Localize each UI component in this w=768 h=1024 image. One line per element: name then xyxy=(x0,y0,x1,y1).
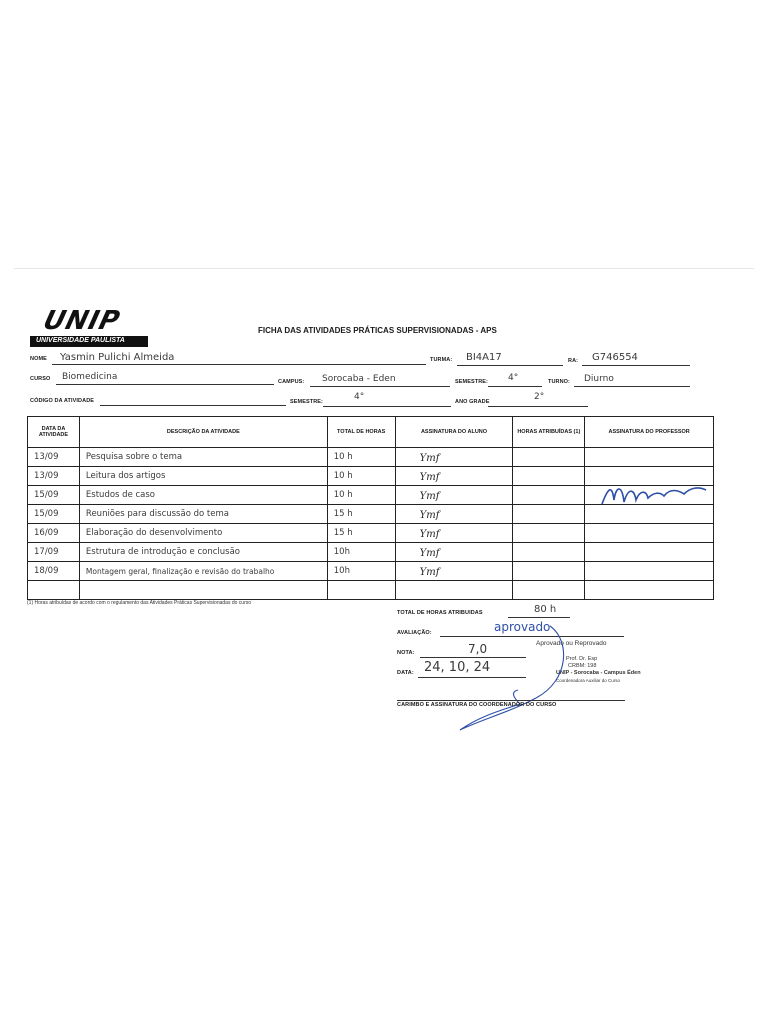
student-signature: Ymf xyxy=(395,524,513,543)
form-title: FICHA DAS ATIVIDADES PRÁTICAS SUPERVISIONADAS - APS xyxy=(258,326,497,335)
row-date: 18/09 xyxy=(28,562,80,581)
turno-label: TURNO: xyxy=(548,379,570,385)
nota-label: NOTA: xyxy=(397,650,415,656)
stamp-line2: CRBM: 198 xyxy=(568,663,597,669)
avaliacao-hint: Aprovado ou Reprovado xyxy=(536,640,607,647)
total-horas-value: 80 h xyxy=(534,604,557,615)
row-description: Leitura dos artigos xyxy=(79,467,327,486)
row-date: 16/09 xyxy=(28,524,80,543)
total-horas-label: TOTAL DE HORAS ATRIBUIDAS xyxy=(397,610,483,616)
row-assigned-hours xyxy=(513,562,585,581)
ano-grade-value: 2° xyxy=(534,392,545,402)
row-hours: 10 h xyxy=(327,448,395,467)
row-assigned-hours xyxy=(513,543,585,562)
header-professor: ASSINATURA DO PROFESSOR xyxy=(585,417,714,448)
row-professor-cell xyxy=(585,562,714,581)
footnote: (1) Horas atribuídas de acordo com o regulamento das Atividades Práticas Supervisionadas do curso xyxy=(27,600,252,606)
codigo-line xyxy=(100,405,286,406)
curso-line xyxy=(56,384,274,385)
table-row xyxy=(28,562,714,581)
row-assigned-hours xyxy=(513,505,585,524)
semestre2-line xyxy=(323,406,451,407)
table-row xyxy=(28,448,714,467)
total-horas-line xyxy=(508,617,570,618)
stamp-line4: Coordenadora Auxiliar do Curso xyxy=(556,678,621,683)
row-date: 13/09 xyxy=(28,467,80,486)
logo-sub-text: UNIVERSIDADE PAULISTA xyxy=(36,337,125,344)
row-hours: 10 h xyxy=(327,486,395,505)
ano-grade-label: ANO GRADE xyxy=(455,399,490,405)
data-value: 24, 10, 24 xyxy=(424,660,491,675)
row-hours: 10h xyxy=(327,562,395,581)
campus-line xyxy=(310,386,450,387)
turno-value: Diurno xyxy=(584,374,614,384)
row-date: 17/09 xyxy=(28,543,80,562)
row-assigned-hours xyxy=(513,524,585,543)
row-description: Estudos de caso xyxy=(79,486,327,505)
row-date: 13/09 xyxy=(28,448,80,467)
student-signature: Ymf xyxy=(395,448,513,467)
table-header-row xyxy=(28,417,714,448)
row-hours: 10h xyxy=(327,543,395,562)
row-professor-cell xyxy=(585,448,714,467)
carimbo-line xyxy=(397,700,625,701)
turma-label: TURMA: xyxy=(430,357,453,363)
avaliacao-value: aprovado xyxy=(494,620,551,634)
student-signature: Ymf xyxy=(395,467,513,486)
campus-value: Sorocaba - Eden xyxy=(322,374,396,384)
professor-signature xyxy=(598,478,710,512)
unip-logo xyxy=(30,306,148,348)
student-signature: Ymf xyxy=(395,562,513,581)
header-data: DATA DA ATIVIDADE xyxy=(28,417,80,448)
row-assigned-hours xyxy=(513,448,585,467)
semestre2-value: 4° xyxy=(354,392,365,402)
ra-value: G746554 xyxy=(592,352,638,363)
row-description: Pesquisa sobre o tema xyxy=(79,448,327,467)
row-description: Montagem geral, finalização e revisão do trabalho xyxy=(79,562,327,581)
curso-label: CURSO xyxy=(30,376,51,382)
turma-line xyxy=(457,365,563,366)
nota-value: 7,0 xyxy=(468,642,488,656)
row-hours: 15 h xyxy=(327,505,395,524)
curso-value: Biomedicina xyxy=(62,372,118,382)
carimbo-label: CARIMBO E ASSINATURA DO COORDENADOR DO CURSO xyxy=(397,702,557,708)
header-descricao: DESCRIÇÃO DA ATIVIDADE xyxy=(79,417,327,448)
nome-label: NOME xyxy=(30,356,47,362)
semestre-line xyxy=(488,386,542,387)
header-aluno: ASSINATURA DO ALUNO xyxy=(395,417,513,448)
nome-value: Yasmin Pulichi Almeida xyxy=(60,352,175,363)
student-signature: Ymf xyxy=(395,486,513,505)
row-description: Reuniões para discussão do tema xyxy=(79,505,327,524)
row-description: Estrutura de introdução e conclusão xyxy=(79,543,327,562)
row-hours: 15 h xyxy=(327,524,395,543)
turno-line xyxy=(574,386,690,387)
row-date: 15/09 xyxy=(28,505,80,524)
student-signature: Ymf xyxy=(395,543,513,562)
row-assigned-hours xyxy=(513,486,585,505)
ra-line xyxy=(582,365,690,366)
codigo-label: CÓDIGO DA ATIVIDADE xyxy=(30,398,95,404)
logo-main-text: UNIP xyxy=(40,306,124,336)
row-date: 15/09 xyxy=(28,486,80,505)
header-horas: HORAS ATRIBUÍDAS (1) xyxy=(513,417,585,448)
semestre-value: 4° xyxy=(508,373,519,383)
data-label: DATA: xyxy=(397,670,414,676)
ano-grade-line xyxy=(488,406,588,407)
stamp-line3: UNIP - Sorocaba - Campus Éden xyxy=(556,670,641,676)
coordinator-signature xyxy=(440,620,580,740)
row-description: Elaboração do desenvolvimento xyxy=(79,524,327,543)
ra-label: RA: xyxy=(568,358,579,364)
semestre2-label: SEMESTRE: xyxy=(290,399,323,405)
row-assigned-hours xyxy=(513,467,585,486)
avaliacao-label: AVALIAÇÃO: xyxy=(397,630,432,636)
campus-label: CAMPUS: xyxy=(278,379,305,385)
student-signature: Ymf xyxy=(395,505,513,524)
nome-line xyxy=(52,364,426,365)
header-total: TOTAL DE HORAS xyxy=(327,417,395,448)
stamp-line1: Prof. Dr. Esp xyxy=(566,656,598,662)
semestre-label: SEMESTRE: xyxy=(455,379,488,385)
row-hours: 10 h xyxy=(327,467,395,486)
turma-value: BI4A17 xyxy=(466,352,502,363)
table-row xyxy=(28,581,714,600)
